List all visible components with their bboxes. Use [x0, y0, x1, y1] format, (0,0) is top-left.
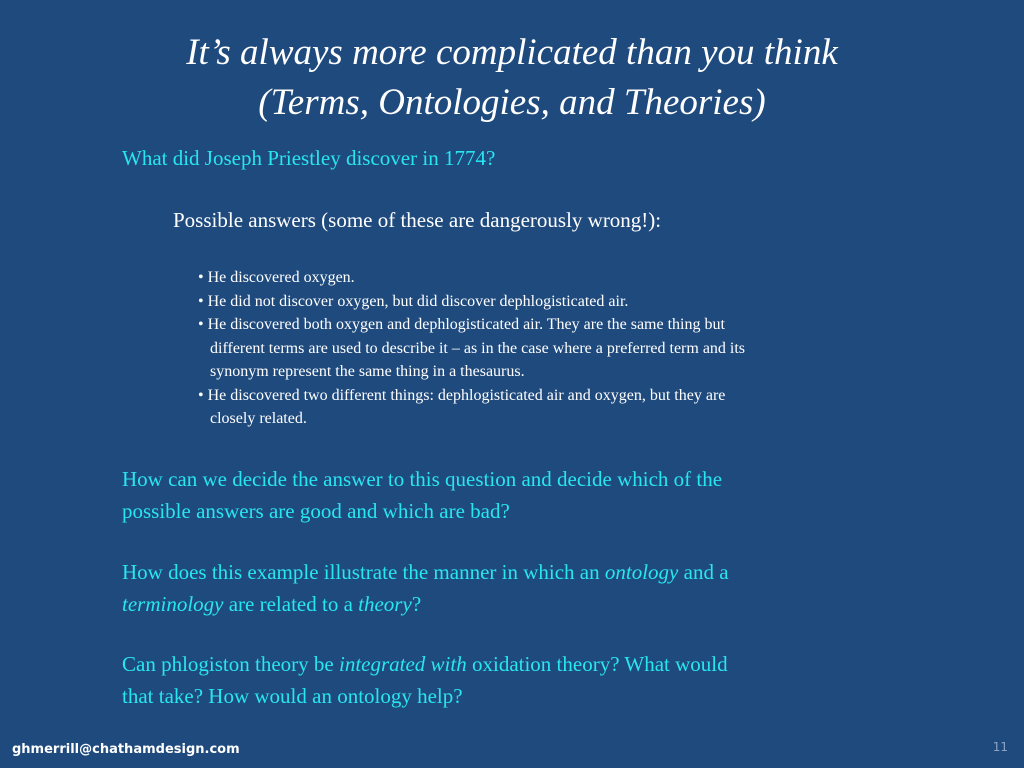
- emphasis-ontology: ontology: [604, 560, 679, 584]
- answer-item-text: • He discovered both oxygen and dephlogisticated air. They are the same thing but: [198, 316, 725, 333]
- question-ontology-terminology: [122, 556, 729, 620]
- answer-item-continuation: different terms are used to describe it – as in the case where a preferred term and its: [210, 339, 746, 357]
- answer-item: [198, 266, 745, 290]
- possible-answers-heading: Possible answers (some of these are dangerously wrong!):: [173, 208, 662, 232]
- question-priestley: [122, 142, 495, 174]
- answer-item-text: • He discovered two different things: dephlogisticated air and oxygen, but they are: [198, 386, 726, 404]
- answer-item: [198, 313, 745, 384]
- question-phlogiston: [122, 648, 728, 712]
- question-line: How can we decide the answer to this question and decide which of the: [122, 467, 723, 491]
- question-line: possible answers are good and which are bad?: [122, 499, 510, 523]
- question-line: [122, 556, 729, 588]
- answer-list: [198, 266, 745, 431]
- answer-item-continuation: closely related.: [210, 410, 307, 427]
- question-text: oxidation theory? What would: [466, 652, 728, 676]
- emphasis-integrated-with: integrated with: [338, 652, 467, 676]
- question-text: ?: [411, 592, 422, 616]
- slide-number: 11: [992, 740, 1008, 754]
- question-text: How does this example illustrate the manner in which an: [122, 560, 605, 584]
- answer-item-text: • He did not discover oxygen, but did discover dephlogisticated air.: [198, 292, 629, 310]
- slide-title: [0, 28, 1024, 128]
- emphasis-theory: theory: [358, 592, 412, 616]
- answer-item-continuation: synonym represent the same thing in a thesaurus.: [210, 363, 525, 380]
- answer-item: [198, 384, 745, 431]
- question-text: and a: [678, 560, 729, 584]
- emphasis-terminology: terminology: [122, 592, 224, 616]
- question-text: are related to a: [223, 592, 359, 616]
- answer-item-text: • He discovered oxygen.: [198, 269, 355, 286]
- slide-title-line1: It’s always more complicated than you think: [186, 32, 838, 73]
- question-text: Can phlogiston theory be: [122, 652, 339, 676]
- footer-email: ghmerrill@chathamdesign.com: [12, 742, 240, 757]
- question-line: [122, 648, 728, 680]
- question-priestley-text: What did Joseph Priestley discover in 1774?: [122, 146, 496, 170]
- answer-item: [198, 290, 745, 314]
- question-line: that take? How would an ontology help?: [122, 684, 463, 708]
- question-decide-answer: [122, 463, 722, 527]
- question-line: [122, 588, 729, 620]
- slide-title-line2: (Terms, Ontologies, and Theories): [258, 82, 766, 123]
